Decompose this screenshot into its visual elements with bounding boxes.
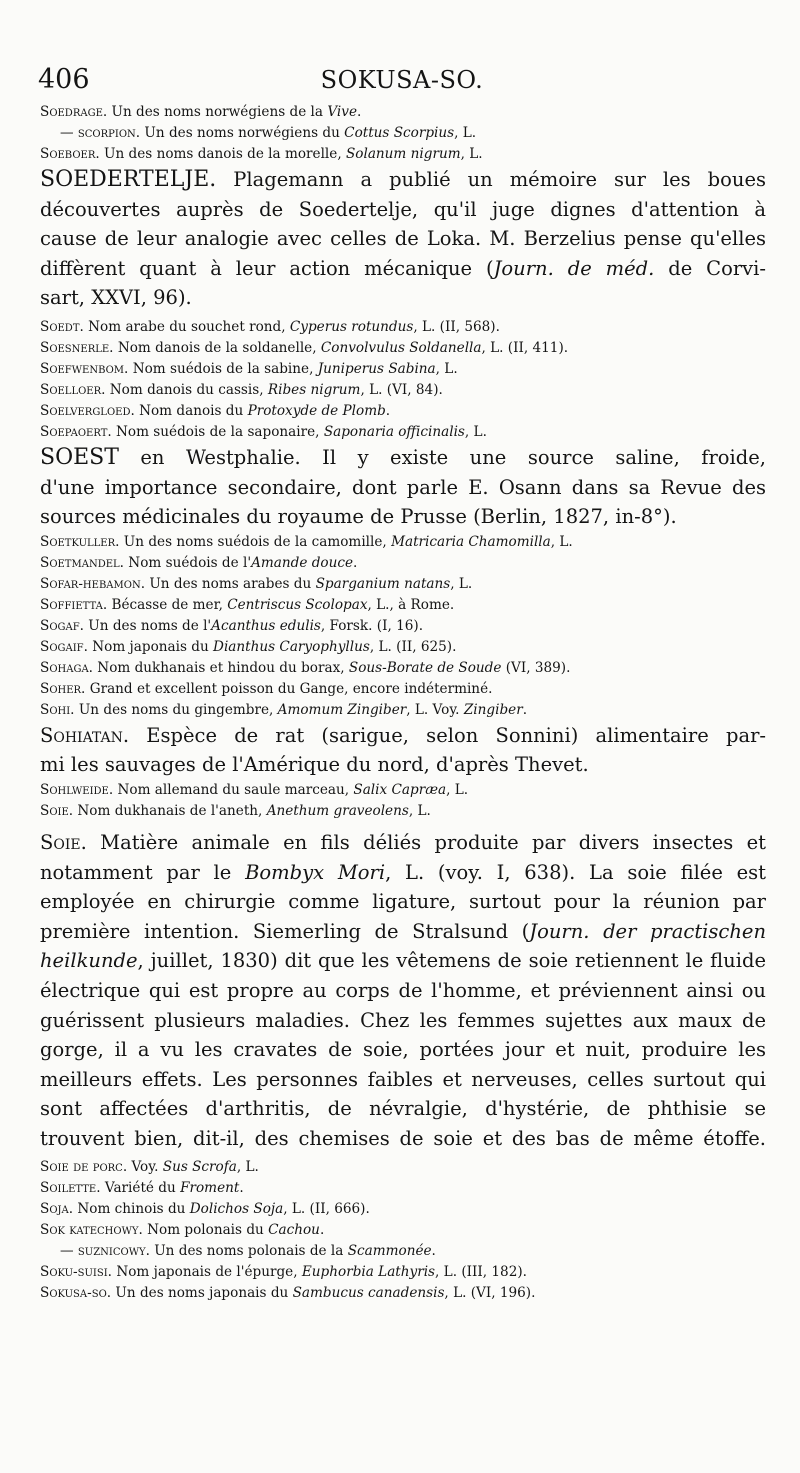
text-run: Nom chinois du (73, 1201, 190, 1218)
text-run: Matière animale en fils déliés produite par divers insectes et (86, 830, 766, 854)
italic-term: Sparganium natans (315, 575, 451, 592)
text-run: Un des noms japonais du (111, 1285, 293, 1302)
text-run: , L. (VI, 196). (444, 1285, 536, 1302)
entry-line-small (40, 532, 766, 553)
entry-line-large (40, 283, 766, 313)
entry-line-small (40, 658, 766, 679)
page-body (40, 102, 766, 1304)
page-number: 406 (38, 64, 90, 95)
text-run: , L. (454, 125, 477, 141)
text-run: . (385, 402, 391, 419)
entry-line-large (40, 946, 766, 976)
text-run: Nom polonais du (142, 1222, 269, 1239)
headword: Soie. (40, 802, 74, 819)
headword: SOEST (40, 444, 119, 470)
italic-term: Anethum graveolens (266, 802, 409, 819)
italic-term: Acanthus edulis (211, 617, 321, 634)
text-run: , L. (VI, 84). (360, 381, 443, 398)
text-run: Grand et excellent poisson du Gange, encore indéterminé. (85, 680, 493, 697)
italic-term: Solanum nigrum (345, 146, 461, 162)
entry-line-small (40, 422, 766, 443)
italic-term: Amande douce (251, 554, 353, 571)
text-run: , L. (236, 1159, 259, 1176)
text-run: en Westphalie. Il y existe une source saline, froide, (118, 445, 766, 469)
text-run: Nom arabe du souchet rond, (83, 318, 290, 335)
italic-term: Salix Capræa (353, 781, 447, 798)
italic-term: Journ. der practischen (529, 919, 766, 943)
text-run: , L. Voy. (406, 701, 464, 718)
entry-line-large (40, 443, 766, 473)
text-run: Bécasse de mer, (107, 596, 228, 613)
entry-line-large (40, 917, 766, 947)
italic-term: Cottus Scorpius (344, 125, 455, 141)
text-run: Espèce de rat (sarigue, selon Sonnini) alimentaire par- (129, 723, 766, 747)
text-run: d'une importance secondaire, dont parle E. Osann dans sa Revue des (40, 475, 766, 499)
text-run: gorge, il a vu les cravates de soie, portées jour et nuit, produire les (40, 1038, 766, 1062)
italic-term: Journ. de méd. (493, 256, 655, 280)
text-run: Nom dukhanais de l'aneth, (73, 802, 267, 819)
text-run: notamment par le (40, 860, 246, 884)
headword: Soku-suisi. (40, 1264, 112, 1281)
text-run: meilleurs effets. Les personnes faibles et nerveuses, celles surtout qui (40, 1067, 766, 1091)
italic-term: Froment (180, 1180, 240, 1197)
text-run: Un des noms du gingembre, (74, 701, 278, 718)
italic-term: Saponaria officinalis (323, 423, 465, 440)
text-run: Nom suédois de la saponaire, (111, 423, 324, 440)
italic-term: Protoxyde de Plomb (247, 402, 386, 419)
text-run: , juillet, 1830) dit que les vêtemens de soie retiennent le fluide (137, 949, 766, 973)
headword: Soedt. (40, 318, 84, 335)
entry-line-large (40, 750, 766, 780)
entry-line-large (40, 858, 766, 888)
running-title: SOKUSA-SO. (320, 66, 484, 94)
text-run: , L. (408, 802, 431, 819)
text-run: Un des noms norwégiens de la (107, 104, 328, 120)
entry-line-large (40, 1124, 766, 1154)
text-run: . (431, 1243, 436, 1260)
text-run: Un des noms suédois de la camomille, (119, 533, 392, 550)
headword: Soilette. (40, 1180, 101, 1197)
text-run: . (357, 104, 362, 120)
entry-line-small (40, 401, 766, 422)
headword: Soher. (40, 680, 86, 697)
entry-line-large (40, 224, 766, 254)
text-run: . (319, 1222, 325, 1239)
italic-term: Dolichos Soja (189, 1201, 284, 1218)
headword: Sohaga. (40, 659, 93, 676)
entry-line-small (40, 1283, 766, 1304)
text-run: , Forsk. (I, 16). (320, 617, 424, 634)
italic-term: Juniperus Sabina (317, 360, 436, 377)
text-run: , L. (voy. I, 638). La soie filée est (385, 860, 766, 884)
text-run: Voy. (127, 1159, 163, 1176)
entry-line-large (40, 165, 766, 195)
text-run: guérissent plusieurs maladies. Chez les femmes sujettes aux maux de (40, 1008, 766, 1032)
headword: Soetmandel. (40, 554, 124, 571)
entry-line-large (40, 976, 766, 1006)
text-run: sont affectées d'arthritis, de névralgie, d'hystérie, de phthisie se (40, 1097, 766, 1121)
text-run: , L. (464, 423, 487, 440)
entry-line-large (40, 1065, 766, 1095)
entry-line-large (40, 1094, 766, 1124)
entry-line-large (40, 1035, 766, 1065)
text-run: employée en chirurgie comme ligature, surtout pour la réunion par (40, 890, 766, 914)
text-run: , L. (II, 411). (481, 339, 569, 356)
text-run: trouvent bien, dit-il, des chemises de soie et des bas de même étoffe. (40, 1126, 766, 1150)
text-run: Un des noms danois de la morelle, (99, 146, 346, 162)
text-run: Nom danois du cassis, (105, 381, 268, 398)
italic-term: heilkunde (40, 949, 138, 973)
entry-line-small (40, 1199, 766, 1220)
italic-term: Scammonée (347, 1243, 432, 1260)
italic-term: Euphorbia Lathyris (301, 1264, 436, 1281)
headword: Sohi. (40, 701, 75, 718)
entry-line-small (40, 1220, 766, 1241)
text-run: , L. (450, 575, 473, 592)
text-run: diffèrent quant à leur action mécanique ( (40, 256, 494, 280)
headword: Sohiatan. (40, 723, 130, 747)
italic-term: Vive (327, 104, 357, 120)
entry-line-large (40, 254, 766, 284)
text-run: , L., à Rome. (367, 596, 455, 613)
entry-line-small (40, 574, 766, 595)
headword: Sofar-hebamon. (40, 575, 146, 592)
text-run: Nom suédois de la sabine, (128, 360, 318, 377)
headword: Sogaif. (40, 638, 88, 655)
italic-term: Amomum Zingiber (277, 701, 407, 718)
text-run: Nom danois de la soldanelle, (113, 339, 321, 356)
text-run: , L. (435, 360, 458, 377)
text-run: Un des noms norwégiens du (140, 125, 345, 141)
text-run: Nom dukhanais et hindou du borax, (92, 659, 349, 676)
entry-line-small (40, 595, 766, 616)
entry-line-small (40, 1178, 766, 1199)
entry-line-small (40, 1262, 766, 1283)
headword: Soie de porc. (40, 1159, 128, 1176)
text-run: Nom allemand du saule marceau, (113, 781, 354, 798)
headword: Soie. (40, 830, 87, 854)
text-run: Un des noms polonais de la (149, 1243, 348, 1260)
text-run: sart, XXVI, 96). (40, 286, 192, 310)
text-run: , L. (446, 781, 469, 798)
headword: — suznicowy. (60, 1243, 150, 1260)
text-run: . (522, 701, 528, 718)
text-run: Nom danois du (134, 402, 248, 419)
text-run: électrique qui est propre au corps de l'homme, et préviennent ainsi ou (40, 978, 766, 1002)
headword: Soja. (40, 1201, 74, 1218)
entry-line-small (40, 359, 766, 380)
text-run: découvertes auprès de Soedertelje, qu'il juge dignes d'attention à (40, 197, 766, 221)
italic-term: Convolvulus Soldanella (320, 339, 482, 356)
italic-term: Cachou (268, 1222, 320, 1239)
text-run: cause de leur analogie avec celles de Loka. M. Berzelius pense qu'elles (40, 227, 766, 251)
text-run: , L. (III, 182). (435, 1264, 527, 1281)
entry-line-small (40, 144, 766, 165)
headword: Soesnerle. (40, 339, 114, 356)
entry-line-small (40, 1241, 766, 1262)
headword: Soefwenbom. (40, 360, 129, 377)
text-run: , L. (II, 568). (413, 318, 500, 335)
entry-line-small (40, 700, 766, 721)
italic-term: Matricaria Chamomilla (391, 533, 551, 550)
text-run: de Corvi- (654, 256, 766, 280)
entry-line-small (40, 637, 766, 658)
italic-term: Centriscus Scolopax (227, 596, 368, 613)
headword: — scorpion. (60, 125, 141, 141)
text-run: Plagemann a publié un mémoire sur les boues (216, 168, 766, 191)
text-run: , L. (550, 533, 573, 550)
entry-line-small (40, 317, 766, 338)
italic-term: Dianthus Caryophyllus (213, 638, 370, 655)
text-run: , L. (II, 625). (369, 638, 457, 655)
headword: Soffietta. (40, 596, 108, 613)
italic-term: Sous-Borate de Soude (348, 659, 502, 676)
entry-line-large (40, 721, 766, 751)
headword: Sohlweide. (40, 781, 114, 798)
headword: Sok katechowy. (40, 1222, 143, 1239)
text-run: . (239, 1180, 244, 1197)
headword: Soeboer. (40, 146, 100, 162)
text-run: première intention. Siemerling de Stralsund ( (40, 919, 530, 943)
text-run: sources médicinales du royaume de Prusse (Berlin, 1827, in-8°). (40, 505, 677, 529)
entry-line-large (40, 887, 766, 917)
entry-line-large (40, 473, 766, 503)
text-run: Nom japonais de l'épurge, (112, 1264, 302, 1281)
headword: Soelvergloed. (40, 402, 135, 419)
italic-term: Ribes nigrum (267, 381, 361, 398)
text-run: , L. (460, 146, 483, 162)
page-header (38, 64, 766, 100)
entry-line-small (40, 338, 766, 359)
headword: Soelloer. (40, 381, 106, 398)
text-run: Un des noms de l' (83, 617, 212, 634)
headword: Soepaoert. (40, 423, 112, 440)
headword: Soedrage. (40, 104, 108, 120)
entry-line-small (40, 801, 766, 822)
entry-line-small (40, 123, 766, 144)
entry-line-small (40, 780, 766, 801)
entry-line-small (40, 616, 766, 637)
text-run: , L. (II, 666). (283, 1201, 370, 1218)
headword: SOEDERTELJE. (40, 167, 217, 192)
text-run: . (353, 554, 358, 571)
entry-line-small (40, 679, 766, 700)
italic-term: Bombyx Mori (245, 860, 386, 884)
entry-line-small (40, 380, 766, 401)
entry-line-small (40, 1157, 766, 1178)
entry-line-large (40, 195, 766, 225)
italic-term: Sus Scrofa (162, 1159, 237, 1176)
headword: Sokusa-so. (40, 1285, 112, 1302)
text-run: Variété du (100, 1180, 181, 1197)
entry-line-small (40, 553, 766, 574)
italic-term: Sambucus canadensis (292, 1285, 445, 1302)
italic-term: Cyperus rotundus (289, 318, 414, 335)
text-run: (VI, 389). (501, 659, 571, 676)
italic-term: Zingiber (463, 701, 523, 718)
text-run: Un des noms arabes du (145, 575, 316, 592)
text-run: mi les sauvages de l'Amérique du nord, d'après Thevet. (40, 753, 589, 777)
entry-line-large (40, 828, 766, 858)
headword: Soetkuller. (40, 533, 120, 550)
text-run: Nom suédois de l' (123, 554, 252, 571)
text-run: Nom japonais du (87, 638, 214, 655)
entry-line-large (40, 1006, 766, 1036)
entry-line-large (40, 502, 766, 532)
entry-line-small (40, 102, 766, 123)
headword: Sogaf. (40, 617, 84, 634)
